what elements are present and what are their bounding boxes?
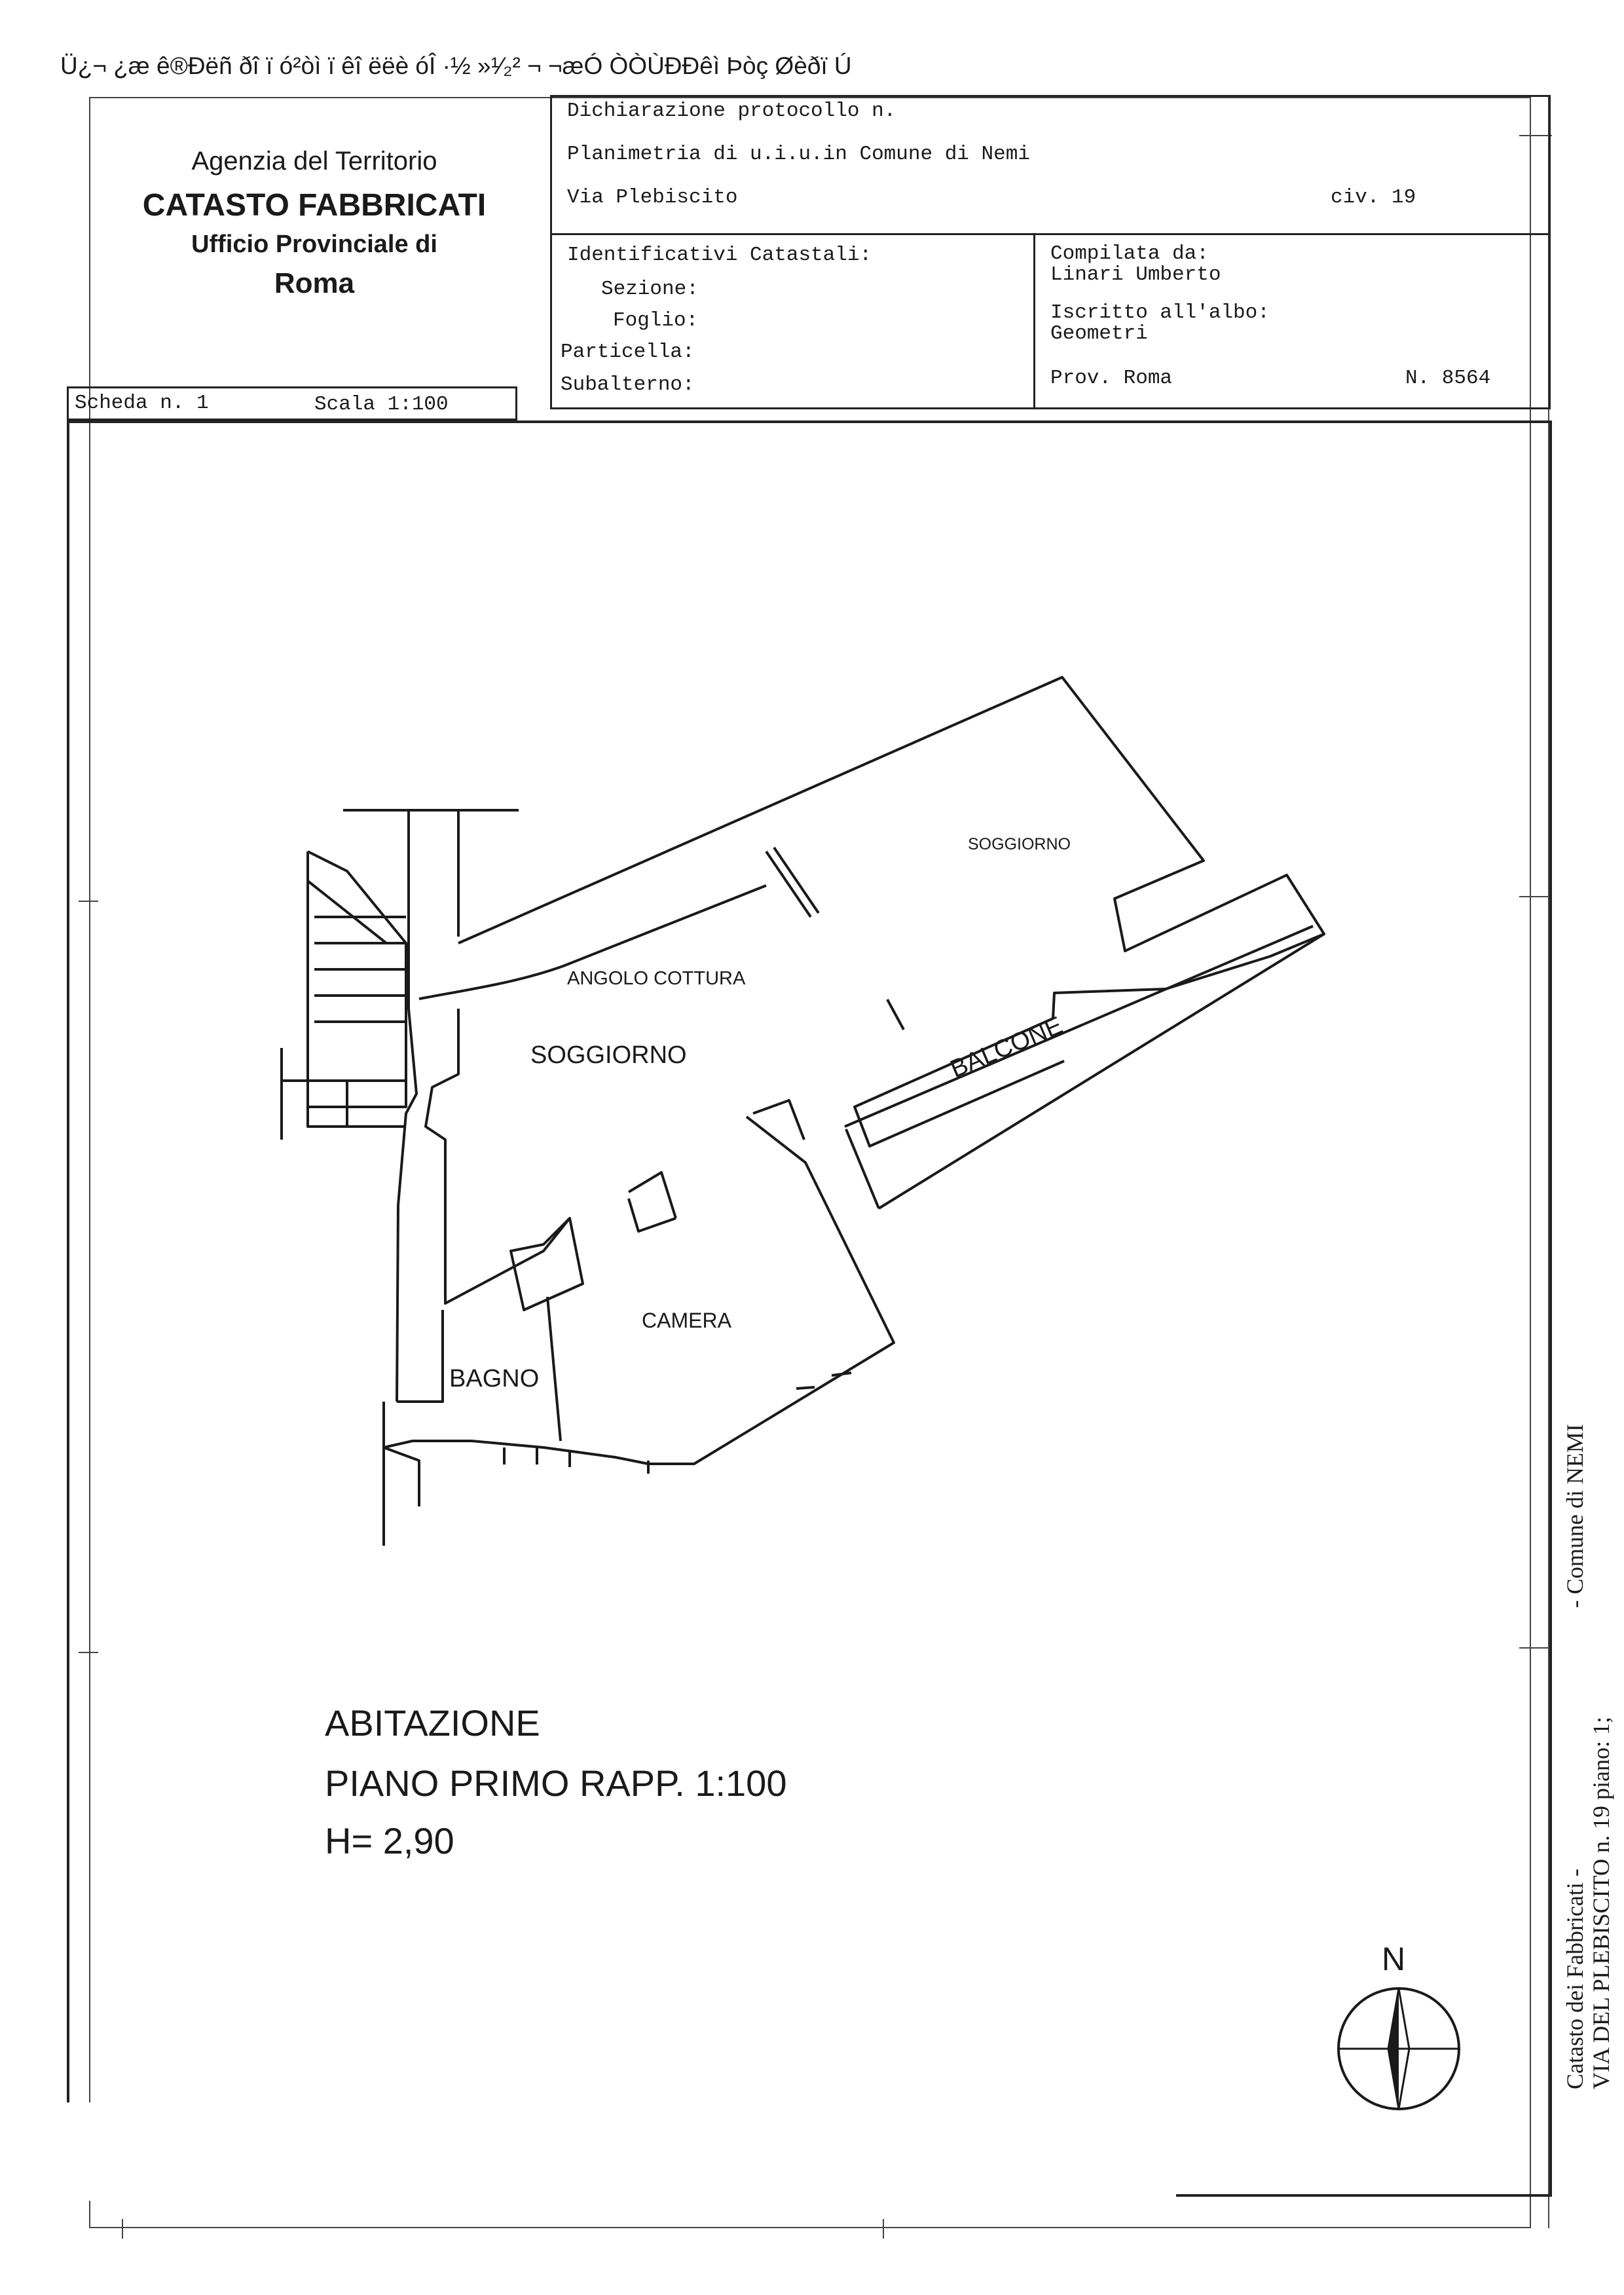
camera-wall xyxy=(384,1117,894,1464)
compiler-name: Linari Umberto xyxy=(1050,263,1221,286)
north-label: N xyxy=(1382,1941,1406,1977)
bagno-box xyxy=(397,1310,443,1402)
side-caption-line1 xyxy=(1561,1424,1589,2089)
corridor-walls xyxy=(409,810,458,1009)
catasto-title: CATASTO FABBRICATI xyxy=(142,188,487,223)
bath-camera-partition xyxy=(547,1297,561,1441)
lower-left-structure xyxy=(384,1402,419,1506)
balcony-outline xyxy=(845,926,1324,1208)
scale-label: Scala 1:100 xyxy=(314,393,449,416)
protocol-number: Dichiarazione protocollo n. xyxy=(567,100,896,122)
side-caption-start: Catasto dei Fabbricati - xyxy=(1562,1863,1588,2089)
sezione-field: Sezione: xyxy=(601,278,699,301)
stair-block xyxy=(308,851,406,1107)
room-label-bagno: BAGNO xyxy=(449,1365,540,1392)
bottom-redaction xyxy=(63,2102,1176,2201)
room-label-soggiorno: SOGGIORNO xyxy=(530,1041,687,1069)
address-street: Via Plebiscito xyxy=(567,186,738,209)
planimetria-line: Planimetria di u.i.u.in Comune di Nemi xyxy=(567,143,1030,166)
stair-steps xyxy=(308,881,406,1022)
partition-upper xyxy=(766,848,819,917)
room-label-balcone: BALCONE xyxy=(946,1011,1067,1084)
side-caption-end: - Comune di NEMI xyxy=(1562,1424,1588,1614)
province-name: Roma xyxy=(274,267,355,299)
scheda-number: Scheda n. 1 xyxy=(75,392,209,415)
room-label-camera: CAMERA xyxy=(642,1309,731,1332)
legend-title: ABITAZIONE xyxy=(325,1702,540,1744)
albo-name: Geometri xyxy=(1050,322,1148,345)
header-line: Ü¿¬ ¿æ ê®Ðëñ ðî ï ó²òì ï êî ëëè óÎ ·½ »¹⁄₂² ¬ ¬æÓ ÒÒÙÐÐêì Þòç Øèðï Ú xyxy=(60,52,852,79)
agency-name: Agenzia del Territorio xyxy=(191,147,437,176)
foglio-field: Foglio: xyxy=(613,309,699,332)
ufficio-label: Ufficio Provinciale di xyxy=(191,231,437,258)
wardrobe xyxy=(629,1172,676,1231)
stair-landing xyxy=(282,1048,406,1140)
side-caption-line2: VIA DEL PLEBISCITO n. 19 piano: 1; xyxy=(1588,1717,1614,2089)
camera-door-jamb xyxy=(753,1100,804,1140)
legend-height: H= 2,90 xyxy=(325,1820,454,1861)
north-arrow-icon xyxy=(1333,1983,1464,2114)
iscritto-label: Iscritto all'albo: xyxy=(1050,301,1270,324)
compilata-label: Compilata da: xyxy=(1050,242,1209,265)
subalterno-field: Subalterno: xyxy=(561,373,695,396)
living-outline xyxy=(458,677,1324,1146)
identificativi-title: Identificativi Catastali: xyxy=(567,244,872,267)
province-registry: Prov. Roma xyxy=(1050,367,1173,390)
room-label-soggiorno-upper: SOGGIORNO xyxy=(968,835,1071,853)
partition-mark xyxy=(887,999,904,1030)
registry-number: N. 8564 xyxy=(1405,367,1491,390)
address-civic: civ. 19 xyxy=(1331,186,1416,209)
room-label-angolo-cottura: ANGOLO COTTURA xyxy=(567,968,746,989)
legend-floor-scale: PIANO PRIMO RAPP. 1:100 xyxy=(325,1763,787,1804)
particella-field: Particella: xyxy=(561,341,695,364)
